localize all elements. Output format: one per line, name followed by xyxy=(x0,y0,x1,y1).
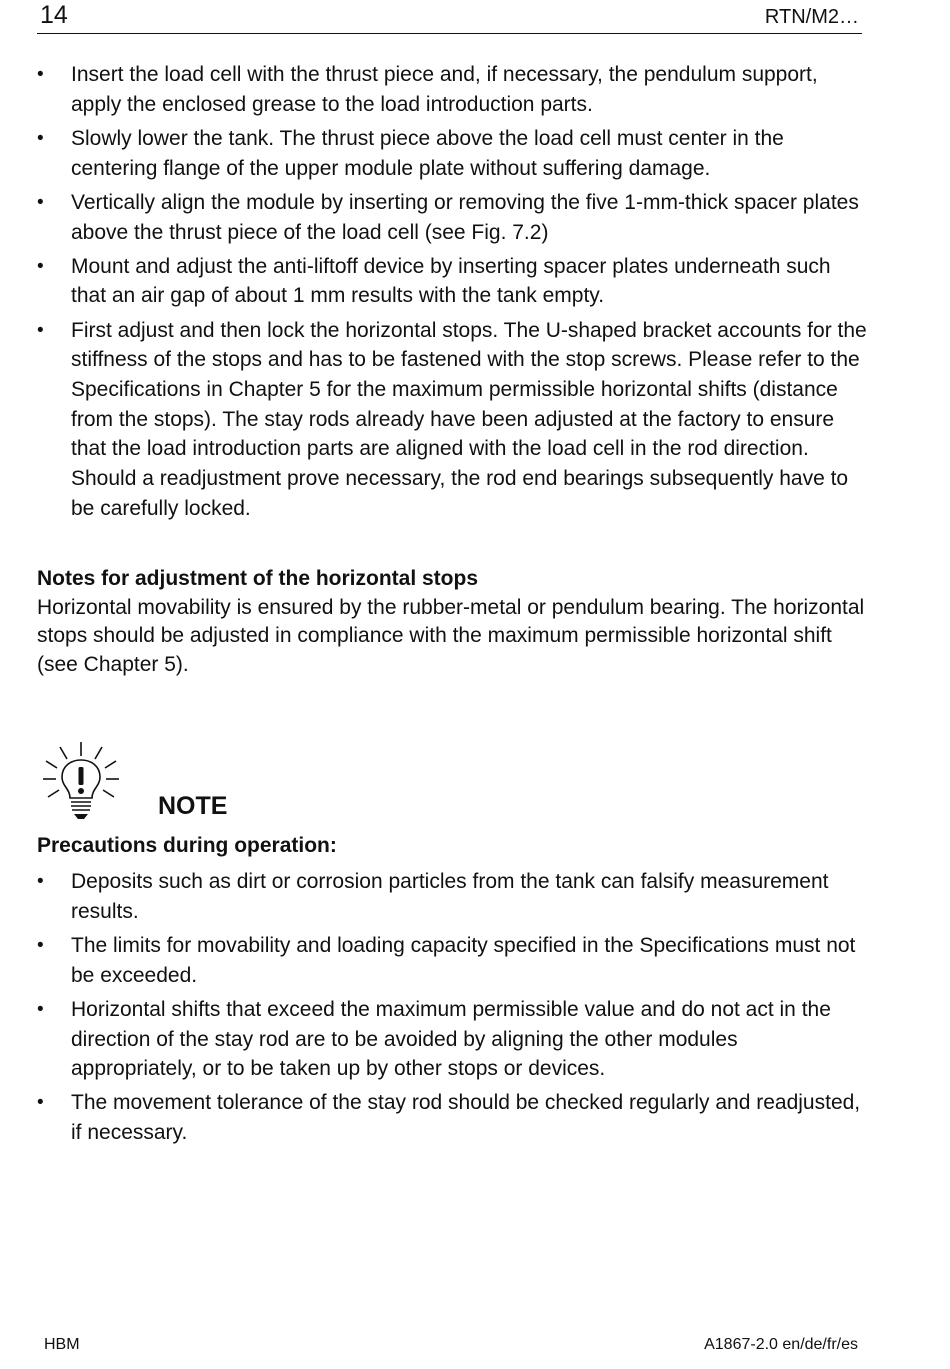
list-item xyxy=(37,995,867,1084)
section-heading: Notes for adjustment of the horizontal stops xyxy=(37,567,479,590)
list-item-text: The movement tolerance of the stay rod should be checked regularly and readjusted, if necessary. xyxy=(71,1091,861,1145)
page-header xyxy=(37,0,862,34)
footer-company: HBM xyxy=(44,1336,80,1353)
list-item-text: Horizontal shifts that exceed the maximum permissible value and do not act in the direction of the stay rod are to be avoided by aligning the other modules appropriately, or to be taken up by other stops or devices. xyxy=(71,997,831,1081)
list-item xyxy=(37,1088,867,1147)
list-item-text: Mount and adjust the anti-liftoff device by inserting spacer plates underneath such that an air gap of about 1 mm results with the tank empty. xyxy=(71,254,831,308)
bullet-icon: • xyxy=(37,998,44,1020)
list-item-text: First adjust and then lock the horizontal stops. The U-shaped bracket accounts for the stiffness of the stops and has to be fastened with the stop screws. Please refer to the Specifications in Chapter 5 for the maximum permissible horizontal shifts (distance from the stops). The stay rods already have been adjusted at the factory to ensure that the load introduction parts are aligned with the load cell in the rod direction. Should a readjustment prove necessary, the rod end bearings subsequently have to be carefully locked. xyxy=(71,318,867,520)
page-number: 14 xyxy=(40,1,68,29)
list-item xyxy=(37,124,867,183)
list-item xyxy=(37,867,867,926)
precautions-list xyxy=(37,867,867,1152)
section-body: Horizontal movability is ensured by the rubber-metal or pendulum bearing. The horizontal stops should be adjusted in compliance with the maximum permissible horizontal shift (see Chapter 5). xyxy=(37,595,865,676)
bullet-icon: • xyxy=(37,871,44,892)
installation-steps-list xyxy=(37,60,867,528)
list-item xyxy=(37,252,867,311)
list-item xyxy=(37,60,867,119)
note-label: NOTE xyxy=(158,792,228,820)
bullet-icon: • xyxy=(37,191,44,213)
bullet-icon: • xyxy=(37,319,44,341)
list-item-text: Deposits such as dirt or corrosion particles from the tank can falsify measurement results. xyxy=(71,870,829,923)
bullet-icon: • xyxy=(37,127,44,149)
bullet-icon: • xyxy=(37,255,44,277)
list-item-text: Insert the load cell with the thrust piece and, if necessary, the pendulum support, apply the enclosed grease to the load introduction parts. xyxy=(71,63,818,116)
bullet-icon: • xyxy=(37,64,44,85)
list-item-text: Slowly lower the tank. The thrust piece above the load cell must center in the centering flange of the upper module plate without suffering damage. xyxy=(71,126,784,180)
bullet-icon: • xyxy=(37,1092,44,1114)
bullet-icon: • xyxy=(37,934,44,956)
list-item xyxy=(37,316,867,524)
list-item xyxy=(37,188,867,247)
lightbulb-exclamation-icon xyxy=(40,739,122,825)
footer-document-id: A1867-2.0 en/de/fr/es xyxy=(704,1336,858,1353)
list-item-text: Vertically align the module by inserting or removing the five 1-mm-thick spacer plates above the thrust piece of the load cell (see Fig. 7.2) xyxy=(71,190,859,244)
precautions-heading: Precautions during operation: xyxy=(37,834,337,857)
adjustment-notes-section xyxy=(37,565,867,679)
list-item-text: The limits for movability and loading capacity specified in the Specifications must not be exceeded. xyxy=(71,933,856,987)
document-code: RTN/M2… xyxy=(764,6,859,28)
list-item xyxy=(37,931,867,990)
